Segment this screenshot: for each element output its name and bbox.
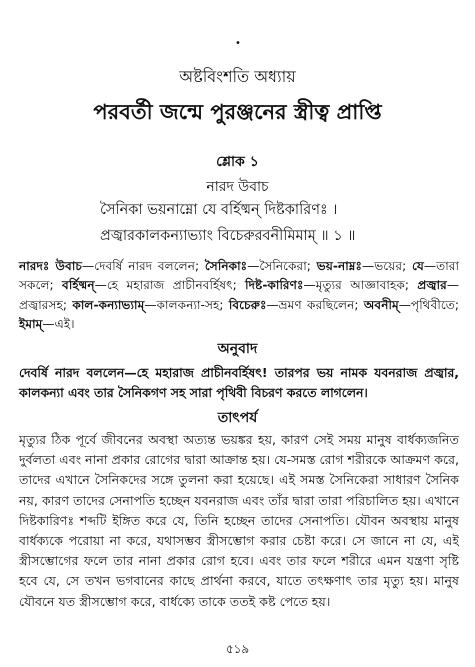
synonym-meaning: —ভ্রমণ করছিলেন; — [266, 297, 364, 312]
synonym-term: প্রজ্বার — [417, 278, 447, 293]
synonym-pair — [72, 298, 229, 312]
synonym-pair — [19, 317, 75, 331]
sanskrit-line-2: প্রজ্বারকালকন্যাভ্যাং বিচেরুরবনীমিমাম্ ॥ ১ ॥ — [100, 228, 356, 244]
synonym-meaning: —দেবর্ষি নারদ বললেন; — [81, 259, 205, 273]
synonym-pair — [229, 298, 364, 312]
synonym-meaning: —ভয়ের; — [362, 259, 412, 273]
verse-number: শ্লোক ১ — [216, 154, 259, 170]
synonym-meaning: —প্রজ্বারসহ; — [19, 278, 459, 312]
synonym-meaning: —পৃথিবীতে; — [398, 297, 459, 312]
synonym-pair — [205, 259, 317, 273]
synonym-pair — [19, 259, 205, 273]
synonym-term: ইমাম্ — [19, 316, 43, 331]
page-number: ৫১৯ — [225, 642, 250, 656]
synonym-term: বিচেরুঃ — [228, 297, 267, 312]
translation-heading: অনুবাদ — [217, 341, 258, 357]
synonym-term: নারদঃ উবাচ — [19, 259, 82, 273]
synonym-term: সৈনিকাঃ — [204, 259, 248, 273]
synonym-term: ভয়-নাম্নঃ — [316, 259, 363, 273]
sanskrit-line-1: সৈনিকা ভয়নাম্নো যে বর্হিষ্মন্ দিষ্টকারিণঃ । — [100, 202, 338, 218]
synonym-meaning: —মৃত্যুর আজ্ঞাবাহক; — [303, 278, 418, 293]
synonym-pair — [62, 278, 245, 292]
decorative-dot: • — [235, 38, 241, 49]
synonym-meaning: —তারা সকলে; — [19, 259, 460, 293]
synonym-meaning: —সৈনিকেরা; — [247, 259, 317, 273]
synonym-term: দিষ্ট-কারিণঃ — [245, 278, 304, 293]
synonym-term: বর্হিষ্মন্ — [62, 278, 95, 293]
synonym-term: কাল-কন্যাভ্যাম্ — [72, 297, 145, 312]
synonym-term: যে — [411, 259, 424, 273]
synonym-meaning: —এই। — [42, 316, 75, 331]
translation-text: দেবর্ষি নারদ বললেন—হে মহারাজ প্রাচীনবর্হিষৎ! তারপর ভয় নামক যবনরাজ প্রজ্বার, কালকন্যা এবং তার সৈনিকগণ সহ সারা পৃথিবী বিচরণ করতে লাগলেন। — [19, 365, 459, 400]
synonym-meaning: —হে মহারাজ প্রাচীনবর্হিষৎ; — [94, 278, 246, 293]
purport-heading: তাৎপর্য — [217, 410, 258, 426]
synonyms-paragraph — [19, 257, 459, 334]
synonym-meaning: —কালকন্যা-সহ; — [144, 297, 229, 312]
synonym-term: অবনীম্ — [363, 297, 399, 312]
synonym-pair — [364, 298, 459, 312]
synonym-pair — [317, 259, 412, 273]
purport-text: মৃত্যুর ঠিক পূর্বে জীবনের অবস্থা অত্যন্ত ভয়ঙ্কর হয়, কারণ সেই সময় মানুষ বার্ধক্যজনিত দুর্বলতা এবং নানা প্রকার রোগের দ্বারা আক্রান্ত হয়। যে-সমস্ত রোগ শরীরকে আক্রমণ করে, তাদের এখানে সৈনিকদের সঙ্গে তুলনা করা হয়েছে। এই সমস্ত সৈনিকেরা সাধারণ সৈনিক নয়, কারণ তাদের সেনাপতি হচ্ছেন যবনরাজ এবং তাঁর দ্বারা তারা পরিচালিত হয়। এখানে দিষ্টকারিণঃ শব্দটি ইঙ্গিত করে যে, তিনি হচ্ছেন তাদের সেনাপতি। যৌবন অবস্থায় মানুষ বার্ধক্যকে পরোয়া না করে, যথাসম্ভব স্ত্রীসম্ভোগ করার চেষ্টা করে। সে জানে না যে, এই স্ত্রীসম্ভোগের ফলে তার নানা প্রকার রোগ হবে। এবং তার ফলে শরীরে এমন যন্ত্রণা সৃষ্টি হবে যে, সে তখন ভগবানের কাছে প্রার্থনা করবে, যাতে তৎক্ষণাৎ তার মৃত্যু হয়। মানুষ যৌবনে যত স্ত্রীসম্ভোগ করে, বার্ধক্যে তাকে ততই কষ্ট পেতে হয়। — [19, 432, 459, 609]
chapter-title: পরবর্তী জন্মে পুরঞ্জনের স্ত্রীত্ব প্রাপ্তি — [93, 100, 382, 124]
chapter-label: অষ্টবিংশতি অধ্যায় — [179, 67, 296, 86]
verse-speaker: নারদ উবাচ — [206, 179, 269, 195]
synonym-pair — [245, 278, 417, 292]
